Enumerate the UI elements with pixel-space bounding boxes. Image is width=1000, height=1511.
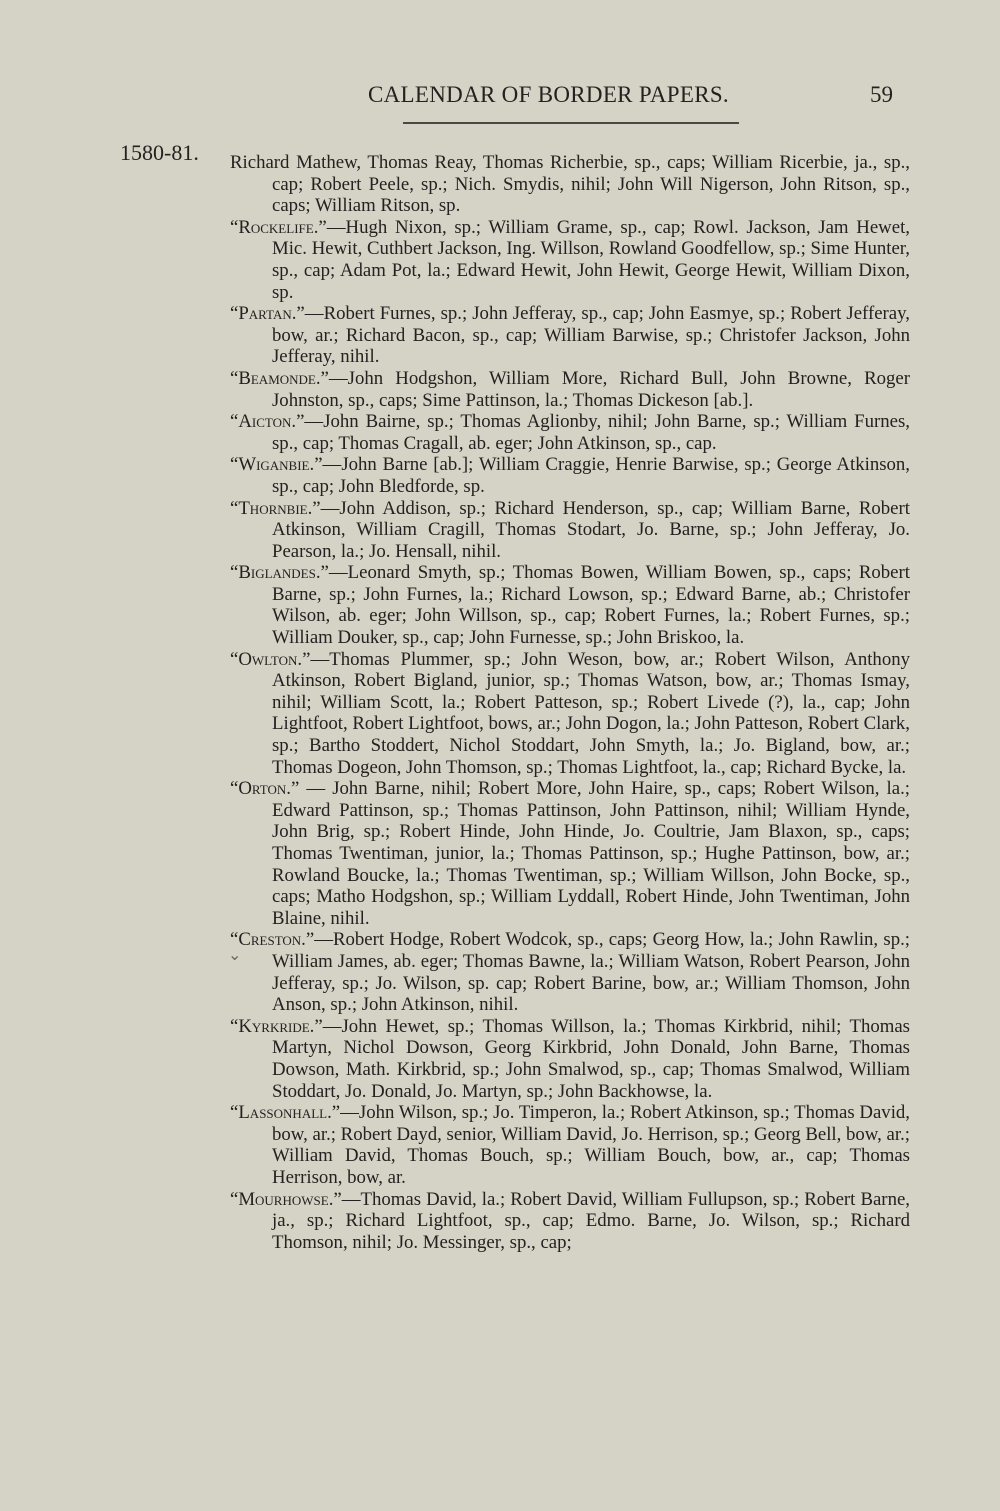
entry-text: —Robert Furnes, sp.; John Jefferay, sp., cap; John Easmye, sp.; Robert Jefferay, bow, ar.; Richard Bacon, sp., cap; William Barwise, sp.; Christofer Jackson, John Jefferay, nihil.: [272, 303, 910, 368]
entry-text: —Hugh Nixon, sp.; William Grame, sp., cap; Rowl. Jackson, Jam Hewet, Mic. Hewit, Cuthbert Jackson, Ing. Willson, Rowland Goodfellow, sp.; Sime Hunter, sp., cap; Adam Pot, la.; Edward Hewit, John Hewit, George Hewit, William Dixon, sp.: [272, 216, 910, 303]
entry-aicton: [230, 411, 910, 454]
entry-text: —John Addison, sp.; Richard Henderson, sp., cap; William Barne, Robert Atkinson, William Cragill, Thomas Stodart, Jo. Barne, sp.; John Jefferay, Jo. Pearson, la.; Jo. Hensall, nihil.: [272, 497, 910, 562]
page-number: 59: [870, 82, 893, 107]
entry-creston: [230, 929, 910, 1016]
entry-continuation: [230, 152, 910, 217]
entry-kyrkride: [230, 1015, 910, 1102]
page-header: [0, 82, 1000, 122]
entry-text: —Leonard Smyth, sp.; Thomas Bowen, William Bowen, sp., caps; Robert Barne, sp.; John Furnes, la.; Richard Lowson, sp.; Edward Barne, ab.; Christofer Wilson, ab. eger; John Willson, sp., cap; Robert Furnes, la.; Robert Furnes, sp.; William Douker, sp., cap; John Furnesse, sp.; John Briskoo, la.: [272, 562, 910, 649]
entry-owlton: [230, 648, 910, 779]
pencil-tick-mark-icon: ⌄: [228, 945, 242, 964]
entry-mourhowse: [230, 1188, 910, 1254]
entry-text: — John Barne, nihil; Robert More, John Haire, sp., caps; Robert Wilson, la.; Edward Pattinson, sp.; Thomas Pattinson, John Pattinson, nihil; William Hynde, John Brig, sp.; Robert Hinde, John Hinde, Jo. Coultrie, Jam Blaxon, sp., caps; Thomas Twentiman, junior, la.; Thomas Pattinson, sp.; Hughe Pattinson, bow, ar.; Rowland Boucke, la.; Thomas Twentiman, sp.; William Willson, John Bocke, sp., caps; Matho Hodgshon, sp.; William Lyddall, Robert Hinde, John Twentiman, John Blaine, nihil.: [272, 778, 910, 929]
entry-text: —Thomas Plummer, sp.; John Weson, bow, ar.; Robert Wilson, Anthony Atkinson, Robert Bigland, junior, sp.; Thomas Watson, bow, ar.; Thomas Ismay, nihil; William Scott, la.; Robert Patteson, sp.; Robert Livede (?), la., cap; John Lightfoot, Robert Lightfoot, bows, ar.; John Dogon, la.; John Patteson, Robert Clark, sp.; Bartho Stoddert, Nichol Stoddart, John Smyth, la.; Jo. Bigland, bow, ar.; Thomas Dogeon, John Thomson, sp.; Thomas Lightfoot, la., cap; Richard Bycke, la.: [272, 648, 910, 778]
entry-text: Richard Mathew, Thomas Reay, Thomas Richerbie, sp., caps; William Ricerbie, ja., sp., cap; Robert Peele, sp.; Nich. Smydis, nihil; John Will Nigerson, John Ritson, sp., caps; William Ritson, sp.: [230, 152, 910, 217]
entry-text: —John Wilson, sp.; Jo. Timperon, la.; Robert Atkinson, sp.; Thomas David, bow, ar.; Robert Dayd, senior, William David, Jo. Herrison, sp.; Georg Bell, bow, ar.; William David, Thomas Bouch, sp.; William Bouch, bow, ar., cap; Thomas Herrison, bow, ar.: [272, 1102, 910, 1188]
entry-text: —John Bairne, sp.; Thomas Aglionby, nihil; John Barne, sp.; William Furnes, sp., cap; Thomas Cragall, ab. eger; John Atkinson, sp., cap.: [272, 411, 910, 454]
entry-lassonhall: [230, 1102, 910, 1188]
place-name: “Orton.”: [230, 778, 300, 800]
entry-text: —John Barne [ab.]; William Craggie, Henrie Barwise, sp.; George Atkinson, sp., cap; John Bledforde, sp.: [272, 454, 910, 497]
entry-text: —John Hodgshon, William More, Richard Bull, John Browne, Roger Johnston, sp., caps; Sime Pattinson, la.; Thomas Dickeson [ab.].: [272, 367, 910, 411]
place-name: “Lassonhall.”: [230, 1102, 341, 1124]
place-name: “Biglandes.”: [230, 562, 329, 584]
place-name: “Owlton.”: [230, 648, 311, 670]
place-name: “Thornbie.”: [230, 497, 321, 519]
entry-rockelife: [230, 216, 910, 303]
entry-partan: [230, 303, 910, 368]
entry-thornbie: [230, 497, 910, 563]
place-name: “Partan.”: [230, 303, 305, 325]
place-name: “Kyrkride.”: [230, 1015, 323, 1037]
entry-text: —Thomas David, la.; Robert David, William Fullupson, sp.; Robert Barne, ja., sp.; Richard Lightfoot, sp., cap; Edmo. Barne, Jo. Wilson, sp.; Richard Thomson, nihil; Jo. Messinger, sp., cap;: [272, 1188, 910, 1253]
place-name: “Beamonde.”: [230, 367, 329, 389]
entry-biglandes: [230, 562, 910, 649]
place-name: “Mourhowse.”: [230, 1188, 342, 1210]
entry-orton: [230, 778, 910, 929]
header-rule: [403, 122, 739, 124]
entry-text: —John Hewet, sp.; Thomas Willson, la.; Thomas Kirkbrid, nihil; Thomas Martyn, Nichol Dowson, Georg Kirkbrid, John Donald, John Barne, Thomas Dowson, Math. Kirkbrid, sp.; John Smalwod, sp., cap; Thomas Smalwod, William Stoddart, Jo. Donald, Jo. Martyn, sp.; John Backhowse, la.: [272, 1015, 910, 1102]
running-title: CALENDAR OF BORDER PAPERS.: [368, 82, 729, 107]
place-name: “Wiganbie.”: [230, 454, 323, 476]
place-name: “Creston.”: [230, 929, 315, 951]
page-body: [230, 152, 910, 1253]
entry-text: —Robert Hodge, Robert Wodcok, sp., caps; Georg How, la.; John Rawlin, sp.; William James, ab. eger; Thomas Bawne, la.; William Watson, Robert Pearson, John Jefferay, sp.; Jo. Wilson, sp. cap; Robert Barine, bow, ar.; William Thomson, John Anson, sp.; John Atkinson, nihil.: [272, 929, 910, 1016]
place-name: “Rockelife.”: [230, 216, 327, 238]
entry-wiganbie: [230, 454, 910, 497]
entry-beamonde: [230, 367, 910, 411]
place-name: “Aicton.”: [230, 411, 305, 433]
margin-year: 1580-81.: [120, 140, 199, 165]
